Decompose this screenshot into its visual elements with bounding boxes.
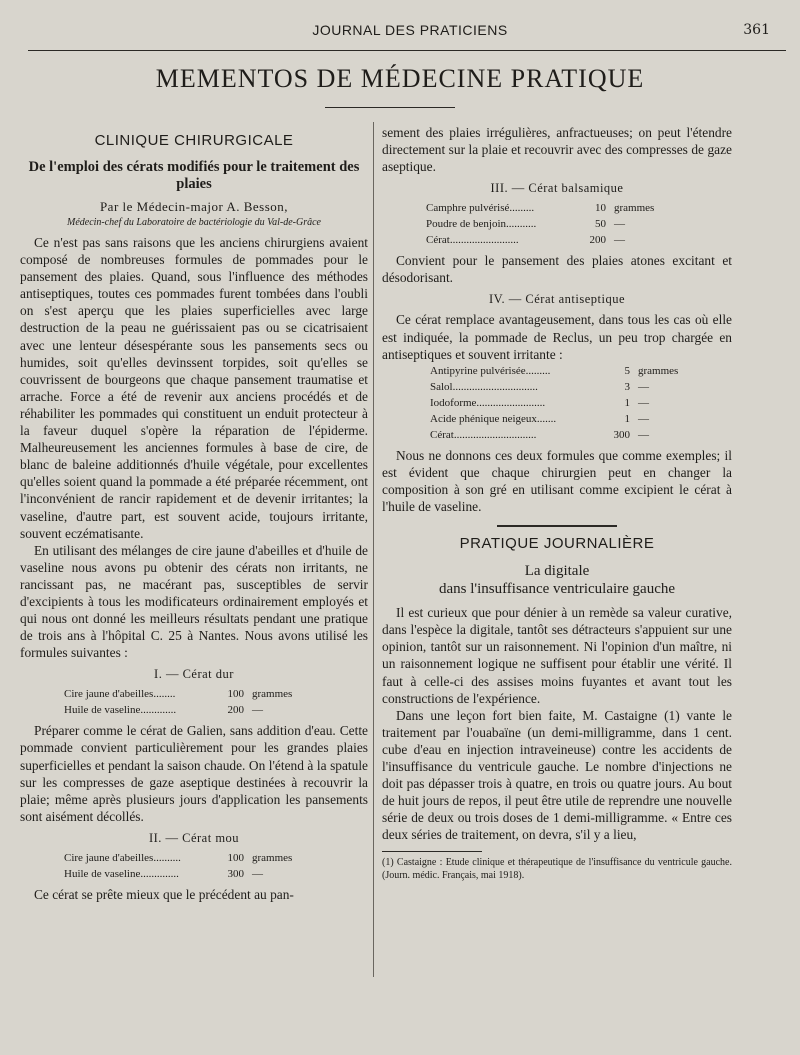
section-separator [497, 525, 617, 527]
article-title-digitale [382, 562, 732, 598]
formula-table [20, 686, 368, 718]
formula-title: II. — Cérat mou [148, 830, 240, 845]
header-rule [28, 50, 786, 51]
ingredient: Salol............................... [430, 380, 538, 393]
journal-name: JOURNAL DES PRATICIENS [312, 22, 508, 38]
quantity: 300 [227, 867, 244, 880]
paragraph: Ce cérat se prête mieux que le précédent au pan- [34, 886, 294, 902]
formula-row [64, 850, 368, 866]
byline: Par le Médecin-major A. Besson, [99, 199, 289, 214]
formula-row [64, 702, 368, 718]
unit: grammes [614, 202, 655, 215]
paragraph: Ce n'est pas sans raisons que les anciens chirurgiens avaient composé de nombreuses formules de pommades pour le pansement des plaies. Quand, sous l'influence des méthodes antiseptiques, toutes ces pommades furent tombées dans l'oubli on s'est aperçu que les plaies superficielles avec large destruction de la peau ne guérissaient pas ou se cicatrisaient avec une lenteur désespérante sous les pansements secs ou humides, soit qu'elles devinssent torpides, soit qu'elles se couvrissent de bourgeons que chaque pansement traumatise et arrache. Force a été de revenir aux anciens procédés et de réhabiliter les pommades qui constituent un enduit protecteur à la faveur duquel s'opère la réparation de l'épiderme. Malheureusement les anciennes formules à base de cire, de blanc de baleine additionnés d'huile végétale, pour excellentes qu'elles soient quand la pommade a été préparée récemment, ont l'inconvénient de rancir rapidement et de devenir irritantes; la vaseline, d'autre part, est souvent acide, toujours irritante, souvent eczématisante. [20, 235, 368, 541]
formula-row [426, 232, 732, 248]
quantity: 5 [624, 364, 630, 377]
section-heading-pratique: PRATIQUE JOURNALIÈRE [459, 535, 655, 553]
quantity: 100 [227, 851, 244, 864]
formula-row [64, 866, 368, 882]
quantity: 200 [227, 704, 244, 717]
left-column [20, 124, 368, 903]
ingredient: Cérat.............................. [430, 428, 537, 441]
ingredient: Poudre de benjoin........... [426, 218, 537, 231]
formula-table [382, 200, 732, 248]
paragraph: sement des plaies irrégulières, anfractueuses; on peut l'étendre directement sur la plaie et recouvrir avec des compresses de gaze aseptique. [382, 125, 732, 175]
paragraph: Préparer comme le cérat de Galien, sans addition d'eau. Cette pommade convient particulièrement pour les grandes plaies superficielles et pendant la saison chaude. On l'étend à la spatule sur les compresses de gaze aseptique destinées à recouvrir la plaie; même après plusieurs jours d'application les pansements sont aisément décollés. [20, 723, 368, 824]
formula-title: I. — Cérat dur [154, 667, 234, 682]
formula-row [426, 216, 732, 232]
unit: — [614, 218, 625, 231]
quantity: 1 [624, 396, 630, 409]
article-title: De l'emploi des cérats modifiés pour le traitement des plaies [28, 159, 360, 192]
formula-row [430, 395, 732, 411]
ingredient: Camphre pulvérisé......... [426, 202, 535, 215]
unit: — [638, 396, 649, 409]
ingredient: Huile de vaseline.............. [64, 867, 179, 880]
footnote-rule [382, 851, 482, 852]
formula-table [20, 850, 368, 882]
formula-title: IV. — Cérat antiseptique [488, 292, 626, 307]
formula-row [64, 686, 368, 702]
ingredient: Iodoforme......................... [430, 396, 546, 409]
formula-title: III. — Cérat balsamique [490, 181, 624, 196]
unit: grammes [252, 688, 293, 701]
quantity: 100 [227, 688, 244, 701]
article-title-line-2: dans l'insuffisance ventriculaire gauche [438, 581, 676, 598]
ingredient: Acide phénique neigeux....... [430, 412, 557, 425]
section-heading-clinique: CLINIQUE CHIRURGICALE [94, 132, 294, 149]
article-title-line-1: La digitale [524, 563, 590, 580]
formula-row [430, 379, 732, 395]
column-divider [373, 122, 374, 977]
unit: — [638, 428, 649, 441]
unit: grammes [638, 364, 679, 377]
running-head [30, 18, 790, 48]
paragraph: En utilisant des mélanges de cire jaune d'abeilles et d'huile de vaseline nous avons pu obtenir des cérats non irritants, ne rancissant pas, ne macérant pas, susceptibles de servir d'excipients à tous les modificateurs ordinairement employés et qui nous ont donné les meilleurs résultats pendant une pratique de trois ans à l'hôpital C. 25 à Nantes. Nous avons utilisé les formules suivantes : [20, 542, 368, 661]
paragraph: Il est curieux que pour dénier à un remède sa valeur curative, dans l'espèce la digitale, tantôt ses détracteurs s'appuient sur une opinion, tantôt sur un raisonnement. Ni l'opinion d'un maître, ni un raisonnement logique ne suffisent pour établir une vérité. Il faut à celle-ci des assises moins fuyantes et avant tout les constructions de l'expérience. [382, 605, 732, 706]
quantity: 200 [589, 234, 606, 247]
quantity: 1 [624, 412, 630, 425]
formula-row [430, 363, 732, 379]
footnote: (1) Castaigne : Etude clinique et thérapeutique de l'insuffisance du ventricule gauche. (Journ. médic. Français, mai 1918). [382, 857, 732, 882]
quantity: 10 [595, 202, 606, 215]
affiliation: Médecin-chef du Laboratoire de bactériologie du Val-de-Grâce [66, 217, 321, 228]
paragraph: Nous ne donnons ces deux formules que comme exemples; il est évident que chaque chirurgien peut en changer la composition à son gré en utilisant comme excipient le cérat à l'huile de vaseline. [382, 447, 732, 515]
right-column [382, 124, 732, 882]
unit: — [252, 867, 263, 880]
page-number: 361 [743, 22, 770, 38]
formula-table [382, 363, 732, 443]
unit: grammes [252, 851, 293, 864]
paragraph: Dans une leçon fort bien faite, M. Castaigne (1) vante le traitement par l'ouabaïne (un demi-milligramme, dans 1 cent. cube d'eau en injection intraveineuse) contre les accidents de l'insuffisance du ventricule gauche. Le nombre d'injections ne doit pas dépasser trois à quatre, en trois ou quatre jours. Au bout de huit jours de repos, il peut être utile de reprendre une nouvelle série de deux ou trois doses de 1 demi-milligramme. « Entre ces deux séries de traitement, on devra, s'il y a lieu, [382, 707, 732, 843]
ingredient: Cire jaune d'abeilles........ [64, 688, 176, 701]
page-title: MEMENTOS DE MÉDECINE PRATIQUE [155, 64, 645, 93]
formula-row [430, 411, 732, 427]
ingredient: Huile de vaseline............. [64, 704, 177, 717]
unit: — [614, 234, 625, 247]
unit: — [638, 412, 649, 425]
quantity: 50 [595, 218, 606, 231]
formula-row [430, 427, 732, 443]
formula-row [426, 200, 732, 216]
title-rule [325, 107, 455, 108]
paragraph: Convient pour le pansement des plaies atones excitant et désodorisant. [382, 253, 732, 286]
unit: — [638, 380, 649, 393]
ingredient: Cérat......................... [426, 234, 519, 247]
ingredient: Cire jaune d'abeilles.......... [64, 851, 181, 864]
unit: — [252, 704, 263, 717]
quantity: 3 [624, 380, 630, 393]
paragraph: Ce cérat remplace avantageusement, dans tous les cas où elle est indiquée, la pommade de Reclus, un peu trop chargée en antiseptiques et souvent irritante : [382, 312, 732, 362]
ingredient: Antipyrine pulvérisée......... [430, 364, 551, 377]
quantity: 300 [613, 428, 630, 441]
